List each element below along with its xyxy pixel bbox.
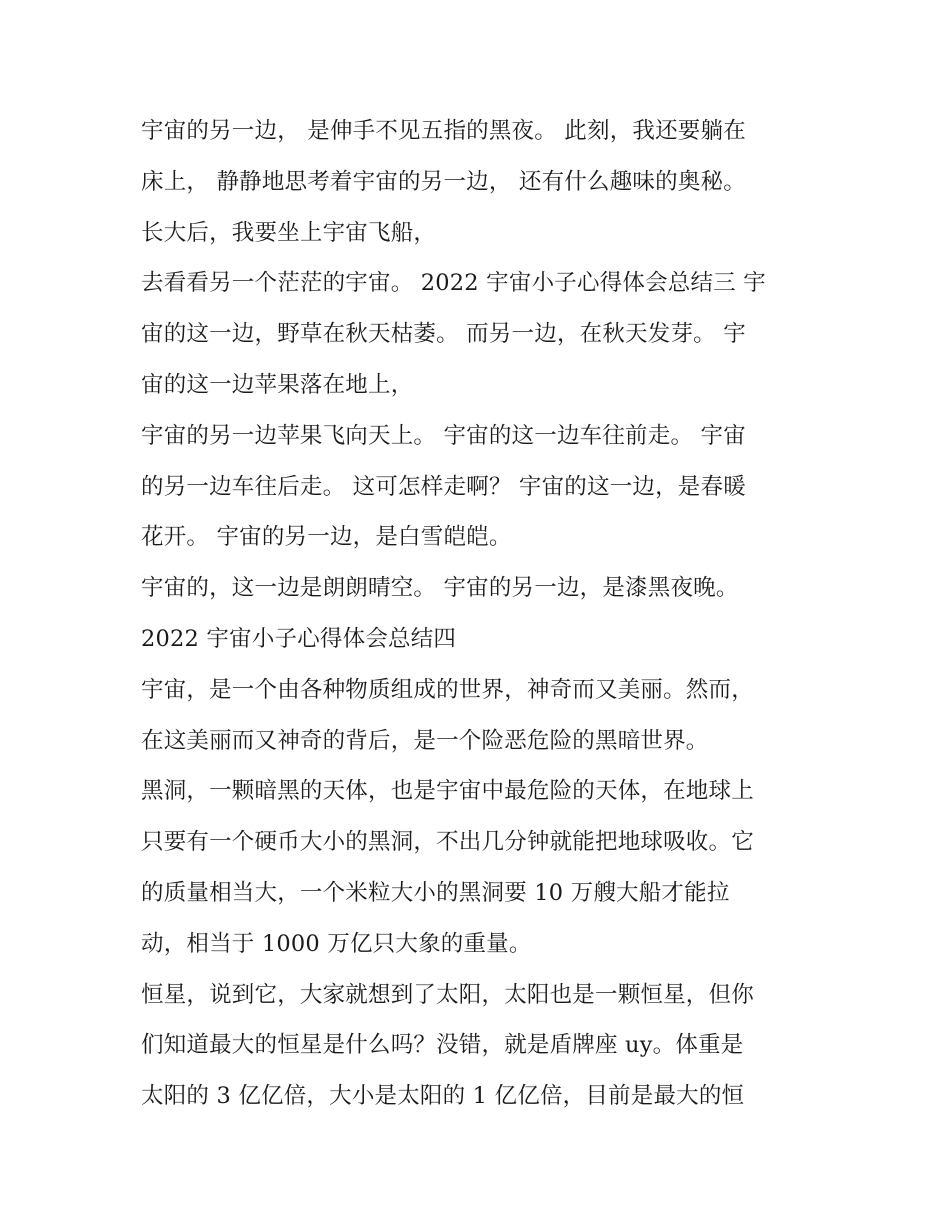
text-line: 宇宙的另一边， 是伸手不见五指的黑夜。 此刻，我还要躺在 [141,118,746,144]
text-line: 宇宙的另一边苹果飞向天上。 宇宙的这一边车往前走。 宇宙 [141,422,746,449]
section-heading: 2022 宇宙小子心得体会总结四 [141,625,457,652]
text-line: 宙的这一边苹果落在地上， [141,371,414,398]
text-line: 宇宙的，这一边是朗朗晴空。 宇宙的另一边，是漆黑夜晚。 [141,575,739,602]
text-line: 恒星，说到它，大家就想到了太阳，太阳也是一颗恒星，但你 [141,981,754,1008]
text-line: 的另一边车往后走。 这可怎样走啊？ 宇宙的这一边，是春暖 [141,473,746,500]
body-text [141,106,831,1122]
text-line: 宙的这一边，野草在秋天枯萎。 而另一边，在秋天发芽。 宇 [141,321,746,348]
text-line: 黑洞，一颗暗黑的天体，也是宇宙中最危险的天体，在地球上 [141,778,754,805]
text-line: 们知道最大的恒星是什么吗？没错，就是盾牌座 uy。体重是 [141,1032,744,1059]
text-line: 长大后，我要坐上宇宙飞船， [141,219,437,246]
text-line: 去看看另一个茫茫的宇宙。 2022 宇宙小子心得体会总结三 宇 [141,270,766,297]
text-line: 太阳的 3 亿亿倍，大小是太阳的 1 亿亿倍，目前是最大的恒 [141,1083,745,1110]
text-line: 宇宙，是一个由各种物质组成的世界，神奇而又美丽。然而， [141,676,754,703]
text-line: 动，相当于 1000 万亿只大象的重量。 [141,930,532,957]
text-line: 只要有一个硬币大小的黑洞，不出几分钟就能把地球吸收。它 [141,829,754,856]
text-line: 床上， 静静地思考着宇宙的另一边， 还有什么趣味的奥秘。 [141,168,746,195]
text-line: 在这美丽而又神奇的背后，是一个险恶危险的黑暗世界。 [141,727,709,754]
text-line: 的质量相当大，一个米粒大小的黑洞要 10 万艘大船才能拉 [141,879,730,906]
text-line: 花开。 宇宙的另一边，是白雪皑皑。 [141,524,512,551]
